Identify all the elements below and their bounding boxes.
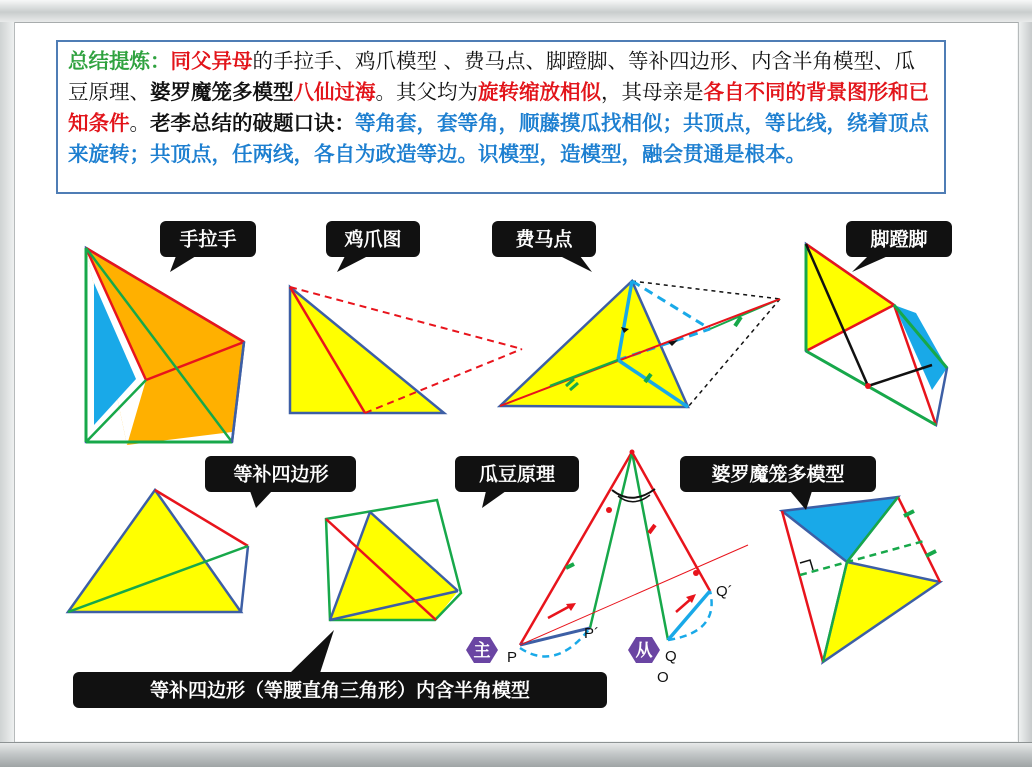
guadou-apex — [630, 450, 635, 455]
label-P: P — [507, 648, 518, 666]
callout-chicken-claw — [326, 221, 420, 272]
callout-fermat-text: 费马点 — [515, 228, 573, 251]
callout-half-text: 等补四边形（等腰直角三角形）内含半角模型 — [149, 679, 531, 702]
guadou-PP-segment — [520, 628, 590, 645]
callout-complement-quad — [205, 456, 356, 508]
summary-t7: ，其母亲是 — [601, 80, 704, 104]
poluo-tick-2 — [926, 551, 936, 556]
label-Q: Q — [665, 647, 677, 665]
foot-yellow-fill — [806, 244, 894, 351]
summary-t10: 老李总结的破题口诀： — [150, 111, 355, 135]
summary-t1: 同父异母 — [170, 49, 253, 73]
callout-claw-pointer — [337, 256, 368, 272]
guadou-thin-line — [520, 545, 748, 645]
quad-a-blue — [241, 546, 248, 612]
summary-label: 总结提炼： — [68, 49, 171, 73]
poluo-cyan — [782, 497, 898, 562]
summary-t11: 等角套，套等角，顺藤摸瓜找相似；共顶点，等比线，绕着顶点来旋转；共顶点，任两线，各自为政造等边。识模型，造模型，融会贯通是根本。 — [68, 111, 929, 166]
main-hex-text: 主 — [473, 641, 491, 661]
guadou-dot-1 — [606, 507, 612, 513]
poluo-right-angle — [800, 560, 813, 570]
callout-claw-text: 鸡爪图 — [344, 228, 402, 251]
claw-yellow-triangle — [290, 287, 444, 413]
follow-hex-text: 从 — [635, 641, 653, 661]
complement-quad-figure-a — [68, 490, 248, 612]
poluo-red-right — [898, 497, 940, 582]
callout-fermat-pointer — [560, 256, 592, 272]
summary-t9: 。 — [129, 111, 150, 135]
callout-fermat — [492, 221, 596, 272]
foot-point — [865, 383, 871, 389]
guadou-tick-red — [649, 525, 655, 533]
foot-to-foot-figure — [806, 244, 947, 425]
fermat-point-figure — [500, 281, 780, 407]
callout-hand-text: 手拉手 — [179, 228, 237, 251]
chicken-claw-figure — [290, 287, 522, 413]
label-O: O — [657, 668, 669, 686]
guadou-green-left — [590, 452, 632, 628]
callout-guadou-text: 瓜豆原理 — [478, 463, 556, 486]
callout-guadou — [455, 456, 579, 508]
callout-hand-pointer — [170, 256, 196, 272]
callout-guadou-pointer — [482, 491, 506, 508]
poluo-figure — [782, 497, 940, 662]
fermat-black-dash-1 — [632, 281, 780, 299]
guadou-green-right — [632, 452, 668, 640]
callout-foot-text: 脚蹬脚 — [870, 228, 928, 251]
callout-foot-pointer — [852, 256, 888, 272]
hand-in-hand-figure — [86, 248, 244, 445]
callout-foot — [846, 221, 952, 272]
summary-t2: 的手拉手、鸡爪模型 、费马点、脚蹬脚、等补四边形、内含半角模型、瓜豆原理、 — [68, 49, 916, 104]
summary-t8: 各自不同的背景图形和已知条件 — [68, 80, 929, 135]
summary-t6: 旋转缩放相似 — [478, 80, 601, 104]
foot-green-2 — [806, 351, 936, 425]
label-Q-prime: Q´ — [716, 582, 733, 600]
callout-quad-pointer — [250, 491, 272, 508]
callout-half-pointer — [290, 630, 334, 673]
label-P-prime: P´ — [584, 624, 599, 642]
callout-quad-text: 等补四边形 — [233, 463, 329, 486]
complement-quad-figure-b — [326, 500, 461, 620]
quad-a-yellow — [68, 490, 241, 612]
fermat-black-dash-2 — [688, 299, 780, 407]
callout-poluo-text: 婆罗魔笼多模型 — [711, 463, 845, 486]
summary-t3: 婆罗魔笼多模型 — [150, 80, 294, 104]
callout-hand-in-hand — [160, 221, 256, 272]
guadou-dot-2 — [693, 570, 699, 576]
callout-poluo — [680, 456, 876, 510]
summary-t5: 。其父均为 — [375, 80, 478, 104]
summary-t4: 八仙过海 — [293, 80, 376, 104]
